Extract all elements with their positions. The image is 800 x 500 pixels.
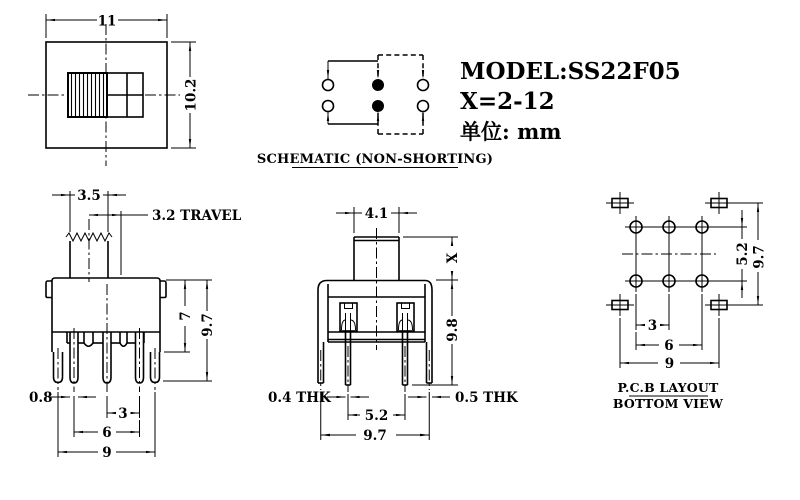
pcb-caption-line1: P.C.B LAYOUT <box>617 380 719 395</box>
dim-side-knob-height: X <box>445 252 461 264</box>
dim-side-body-height: 9.8 <box>445 318 461 342</box>
dim-pcb-mount-span: 9 <box>664 356 675 372</box>
dim-front-leg-span: 9 <box>102 445 112 461</box>
front-view <box>29 188 242 461</box>
dim-front-knob-width: 3.5 <box>77 188 101 204</box>
pcb-caption-line2: BOTTOM VIEW <box>612 396 724 411</box>
dim-pcb-hole-row-pitch: 5.2 <box>735 242 751 266</box>
unit-text: 单位: mm <box>460 119 562 144</box>
dim-top-width: 11 <box>97 13 117 30</box>
dim-side-knob-width: 4.1 <box>364 206 389 222</box>
dim-pcb-hole-pitch: 3 <box>647 318 658 334</box>
terminal-common <box>372 79 384 91</box>
terminal-open <box>418 80 429 91</box>
dim-side-pin-span: 5.2 <box>364 408 389 424</box>
dim-front-body-height: 7 <box>178 311 194 321</box>
title-block <box>460 58 681 144</box>
contact-right <box>397 303 414 331</box>
pcb-view <box>606 192 768 411</box>
terminal-open <box>418 101 429 112</box>
side-view <box>268 206 519 444</box>
dim-top-height: 10.2 <box>183 78 200 112</box>
model-text: MODEL:SS22F05 <box>460 58 681 85</box>
top-view <box>28 14 200 167</box>
dim-pcb-mount-row-pitch: 9.7 <box>751 245 768 269</box>
x-range-text: X=2-12 <box>460 88 555 115</box>
dim-front-travel: 3.2 TRAVEL <box>152 208 242 224</box>
dim-side-leg-span: 9.7 <box>363 428 387 444</box>
terminal-open <box>323 80 334 91</box>
dim-front-overall-height: 9.7 <box>200 313 216 337</box>
contact-left <box>340 303 357 331</box>
schematic-caption: SCHEMATIC (NON-SHORTING) <box>256 152 494 167</box>
dim-side-pin-thickness: 0.4 THK <box>268 390 331 406</box>
terminal-open <box>323 101 334 112</box>
dim-pcb-hole-span: 6 <box>664 338 674 354</box>
mount-ear-right <box>160 281 166 298</box>
terminal-common <box>372 100 384 112</box>
schematic-view <box>257 55 493 168</box>
dim-front-pin-width: 0.8 <box>29 390 53 406</box>
dim-side-leg-thickness: 0.5 THK <box>455 390 518 406</box>
dim-front-pin-span: 6 <box>102 425 112 441</box>
dim-front-pin-pitch: 3 <box>118 406 128 422</box>
mount-ear-left <box>46 281 52 298</box>
